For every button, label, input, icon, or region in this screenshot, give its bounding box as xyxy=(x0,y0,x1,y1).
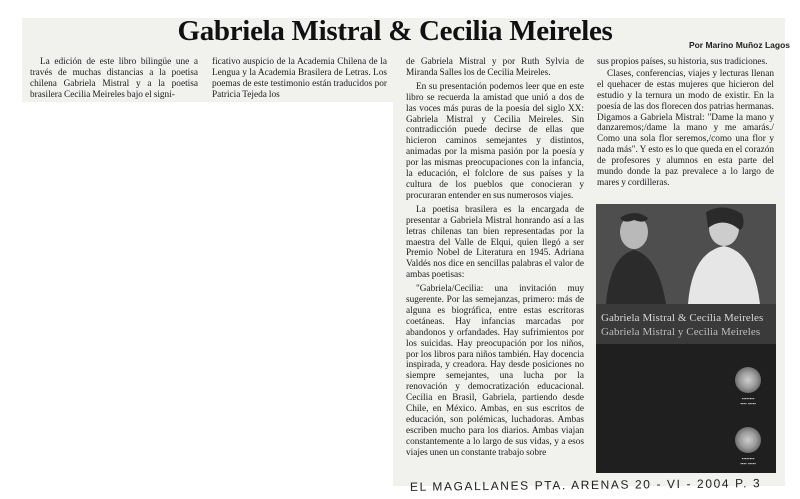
cover-title-portuguese: Gabriela Mistral & Cecília Meireles xyxy=(601,312,764,324)
article-column-2 xyxy=(212,57,387,102)
article-column-4 xyxy=(597,57,774,190)
seal-caption-graphic: ▪▪▪▪▪▪▪▪ ▪▪▪▪ ▪▪▪▪▪ xyxy=(740,396,756,406)
paragraph: Clases, conferencias, viajes y lecturas llenan el quehacer de estas mujeres que hicieron del estudio y la ternura un modo de existir. En la poesía de las dos florecen dos patrias hermanas. Digamos a Gabriela Mistral: "Dame la mano y danzaremos;/dame la mano y me amarás./ Como una sola flor seremos,/como una flor y nada más". Y esto es lo que queda en el corazón de profesores y alumnos en esta parte del mundo donde la paz prevalece a lo largo de mares y cordilleras. xyxy=(597,68,774,188)
paragraph: de Gabriela Mistral y por Ruth Sylvia de Miranda Salles los de Cecilia Meireles. xyxy=(406,57,584,78)
article-column-1 xyxy=(30,57,198,102)
seal-caption-graphic: ▪▪▪▪▪▪▪▪ ▪▪▪▪ ▪▪▪▪▪ xyxy=(740,456,756,466)
academy-seal-icon xyxy=(735,427,761,453)
cover-title-spanish: Gabriela Mistral y Cecilia Meireles xyxy=(601,326,761,338)
article-byline: Por Marino Muñoz Lagos xyxy=(688,40,790,50)
cover-title-band xyxy=(596,304,776,344)
paragraph: sus propios países, su historia, sus tradiciones. xyxy=(597,57,768,67)
article-column-3 xyxy=(406,57,584,462)
article-headline: Gabriela Mistral & Cecilia Meireles xyxy=(177,15,613,47)
paragraph: ficativo auspicio de la Academia Chilena de la Lengua y la Academia Brasilera de Letras. Los poemas de este testimonio están traducidos por Patricia Tejeda los xyxy=(212,57,387,100)
paragraph: La poetisa brasilera es la encargada de presentar a Gabriela Mistral honrando así a las letras chilenas tan bien representadas por la maestra del Valle de Elqui, quien llegó a ser Premio Nobel de Literatura en 1945. Adriana Valdés nos dice en sencillas palabras el valor de ambas poetisas: xyxy=(406,204,584,281)
academy-seal-icon xyxy=(735,367,761,393)
paragraph: La edición de este libro bilingüe une a través de muchas distancias a la poetisa chilena Gabriela Mistral y a la poetisa brasilera Cecilia Meireles bajo el signi- xyxy=(30,57,198,100)
cover-photo-portraits xyxy=(596,204,776,304)
book-cover-image xyxy=(596,204,776,473)
paragraph: En su presentación podemos leer que en este libro se recuerda la amistad que unió a dos de las voces más puras de la poesía del siglo XX: Gabriela Mistral y Cecilia Meireles. Sin contradicción puede decirse de ellas que hicieron caminos semejantes y distintos, animadas por la misma pasión por la poesía y por las mismas preocupaciones con la infancia, la educación, el folclore de sus países y la cultura de los pueblos que conocieran y procuraran entender en sus numerosos viajes. xyxy=(406,81,584,201)
handwritten-source-note: EL MAGALLANES PTA. ARENAS 20 - VI - 2004 P. 3 xyxy=(409,476,762,494)
paragraph: "Gabriela/Cecilia: una invitación muy sugerente. Por las semejanzas, primero: más de alguna es biográfica, entre estas escritoras coetáneas. Hay infancias marcadas por abandonos y orfandades. Hay sufrimientos por los suicidas. Hay preocupación por los niños, por los libros para niños también. Hay docencia inspirada, y creadora. Hay desde posiciones no siempre semejantes, una lucha por la renovación y democratización educacional. Cecilia en Brasil, Gabriela, partiendo desde Chile, en México. Ambas, en sus escritos de educación, son polémicas, luchadoras. Ambas escriben mucho para los diarios. Ambas viajan constantemente a lo largo de sus vidas, y a esos viajes unen un constante trabajo sobre xyxy=(406,284,584,458)
